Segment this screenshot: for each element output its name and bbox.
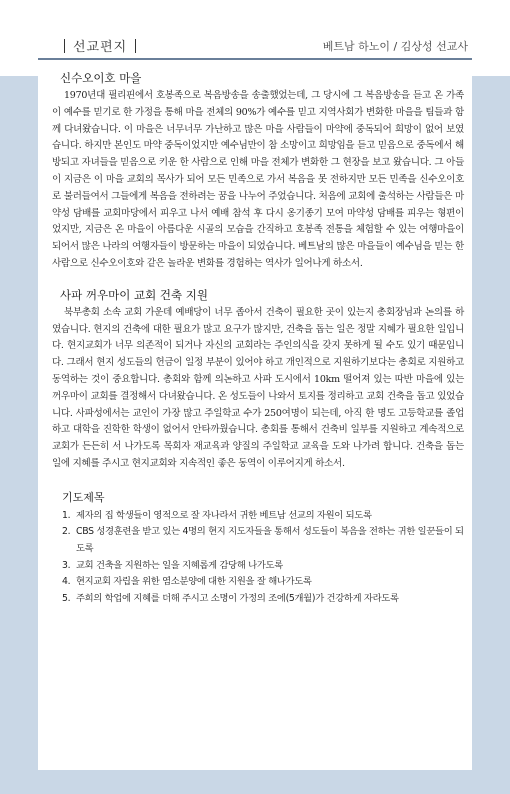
- header-author: 베트남 하노이 / 김상성 선교사: [322, 40, 468, 53]
- list-item-text: 현지교회 자립을 위한 염소분양에 대한 지원을 잘 해나가도록: [76, 576, 312, 588]
- list-item: [62, 524, 464, 557]
- section-title: 사파 꺼우마이 교회 건축 지원: [60, 287, 208, 302]
- section-church-building: [52, 287, 464, 473]
- header-bar-left: [64, 39, 65, 53]
- list-item: [62, 574, 464, 591]
- section-village: [52, 70, 464, 273]
- list-item-number: 3.: [62, 559, 71, 571]
- prayer-list-section: [62, 489, 464, 608]
- bottom-band: [0, 768, 510, 794]
- list-item-text: 교회 건축을 지원하는 일을 지혜롭게 감당해 나가도록: [76, 559, 283, 571]
- list-item: [62, 591, 464, 608]
- list-item: [62, 508, 464, 525]
- list-item-number: 4.: [62, 576, 71, 588]
- letter-content: [52, 70, 464, 607]
- left-side-band: [0, 76, 38, 794]
- list-item-number: 1.: [62, 509, 71, 521]
- header-section: [56, 36, 144, 55]
- list-item-number: 5.: [62, 592, 71, 604]
- list-item-text: 제자의 집 학생들이 영적으로 잘 자나라서 귀한 베트남 선교의 자원이 되도록: [76, 509, 372, 521]
- list-item-text: 주희의 학업에 지혜를 더해 주시고 소명이 가정의 조에(5개월)가 건강하게 자라도록: [76, 592, 399, 604]
- letter-page: [38, 60, 472, 770]
- prayer-list: [62, 508, 464, 608]
- list-item-number: 2.: [62, 526, 71, 538]
- list-item: [62, 558, 464, 575]
- section-title: 신수오이호 마을: [60, 71, 142, 85]
- section-body: 북부총회 소속 교회 가운데 예배당이 너무 좁아서 건축이 필요한 곳이 있는지 총회장님과 논의를 하였습니다. 현지의 건축에 대한 필요가 많고 요구가 많지만, 건축을 돕는 일은 정말 지혜가 필요한 일입니다. 현지교회가 너무 의존적이 되거나 자신의 교회라는 주인의식을 갖지 못하게 될 수도 있기 때문입니다. 그래서 현지 성도들의 헌금이 일정 부분이 있어야 하고 개인적으로 지원하기보다는 총회로 지원하고 동역하는 것이 중요합니다. 총회와 함께 의논하고 사파 도시에서 10km 떨어져 있는 따반 마을에 있는 꺼우마이 교회를 결정해서 다녀왔습니다. 온 성도들이 나와서 토지를 정리하고 교회 건축을 돕고 있었습니다. 사파성에서는 교인이 가장 많고 주일학교 수가 250여명이 되는데, 아직 한 명도 고등학교를 졸업하고 대학을 진학한 학생이 없어서 안타까웠습니다. 총회를 통해서 건축비 일부를 지원하고 계속적으로 교회가 든든히 서 나가도록 목회자 재교육과 양질의 주일학교 교육을 도와 나가려 합니다. 건축을 돕는 일에 지혜를 주시고 현지교회와 지속적인 좋은 동역이 이루어지게 하소서.: [52, 306, 464, 469]
- prayer-title: 기도제목: [62, 490, 105, 504]
- header-bar-right: [135, 39, 136, 53]
- header-section-title: 선교편지: [73, 40, 128, 55]
- section-body: 1970년대 필리핀에서 호봉족으로 복음방송을 송출했었는데, 그 당시에 그 복음방송을 듣고 온 가족이 예수를 믿기로 한 가정을 통해 마을 전체의 90%가 예수를 믿고 지역사회가 변화한 마을을 팀들과 함께 다녀왔습니다. 이 마을은 너무너무 가난하고 많은 마을 사람들이 마약에 중독되어 희망이 없어 보였습니다. 하지만 본인도 마약 중독이었지만 예수님만이 참 소망이고 희망임을 듣고 믿음으로 중독에서 해방되고 자녀들을 믿음으로 키운 한 사람으로 인해 마을 전체가 변화한 그 현장을 보고 왔습니다. 그 아들이 지금은 이 마을 교회의 목사가 되어 모든 민족으로 가서 복음을 못 전하지만 모든 민족을 신수오이호로 불러들여서 그들에게 복음을 전하려는 꿈을 나누어 주었습니다. 처음에 교회에 출석하는 사람들은 마약성 담배를 교회마당에서 피우고 나서 예배 참석 후 다시 옹기종기 모여 마약성 담배를 피우는 형편이었지만, 지금은 온 마을이 아름다운 시골의 모습을 간직하고 호봉족 전통을 체험할 수 있는 여행마을이 되어서 많은 나라의 여행자들이 방문하는 마을이 되었습니다. 베트남의 많은 마을들이 예수님을 믿는 한 사람으로 신수오이호와 같은 놀라운 변화를 경험하는 역사가 일어나게 하소서.: [52, 90, 464, 269]
- list-item-text: CBS 성경훈련을 받고 있는 4명의 현지 지도자들을 통해서 성도들이 복음을 전하는 귀한 일꾼들이 되도록: [76, 526, 464, 554]
- right-side-band: [472, 76, 510, 794]
- page-header: [38, 34, 472, 60]
